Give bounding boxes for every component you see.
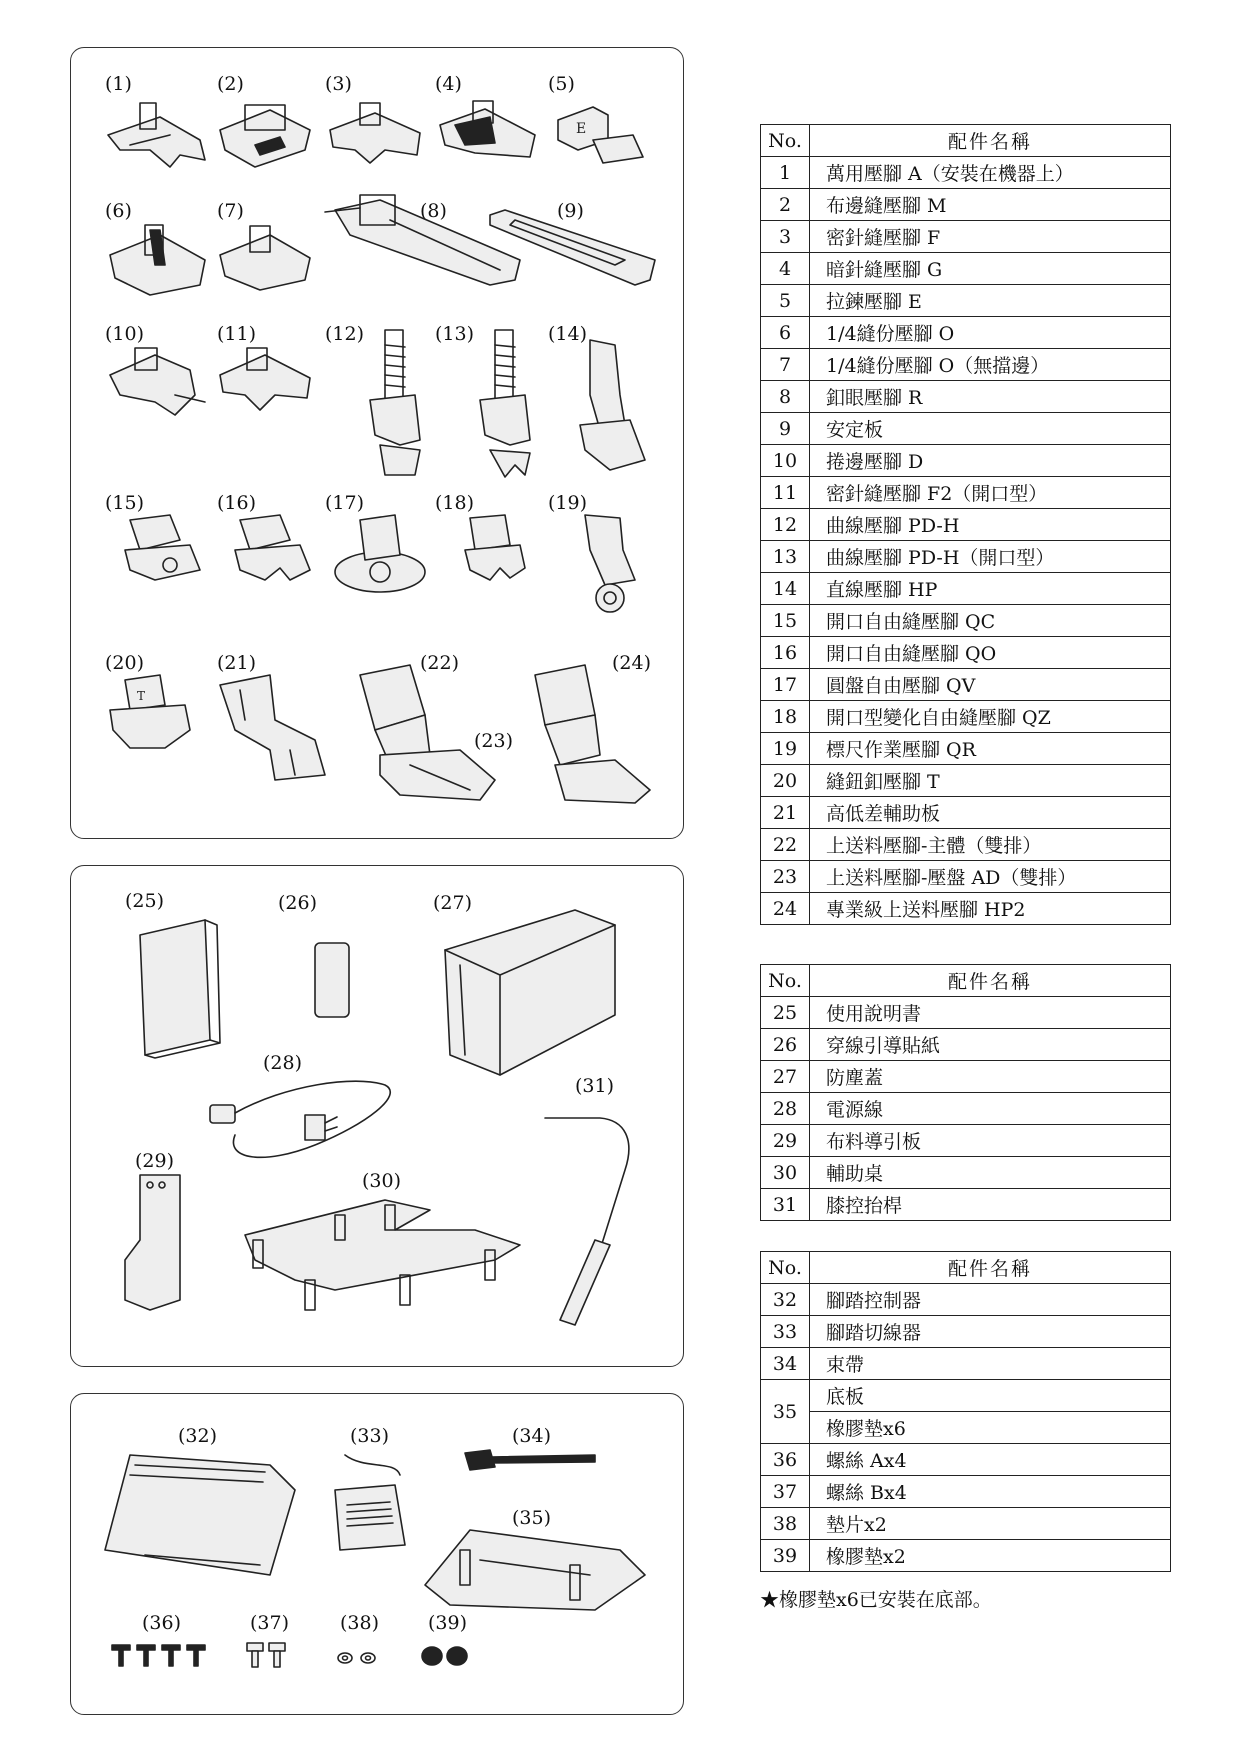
table-row: 20 縫鈕釦壓腳 T <box>761 765 1171 797</box>
label-15: (15) <box>105 492 145 514</box>
free-motion-foot-qo-drawing <box>225 510 315 585</box>
table-row: 39 橡膠墊x2 <box>761 1540 1171 1572</box>
table-row: 34 束帶 <box>761 1348 1171 1380</box>
table-row: 23 上送料壓腳-壓盤 AD（雙排） <box>761 861 1171 893</box>
label-39: (39) <box>428 1612 468 1634</box>
dual-feed-foot-drawing <box>350 655 500 805</box>
table-row: 35 底板 <box>761 1380 1171 1412</box>
label-37: (37) <box>250 1612 290 1634</box>
instruction-manual-drawing <box>135 915 225 1060</box>
presser-foot-o-drawing <box>105 220 210 300</box>
ruler-work-foot-qr-drawing <box>575 510 655 615</box>
table-row: 6 1/4縫份壓腳 O <box>761 317 1171 349</box>
table-row: 26 穿線引導貼紙 <box>761 1029 1171 1061</box>
table-row: 2 布邊縫壓腳 M <box>761 189 1171 221</box>
label-19: (19) <box>548 492 588 514</box>
label-5: (5) <box>548 73 575 95</box>
table-row: 33 腳踏切線器 <box>761 1316 1171 1348</box>
label-23: (23) <box>474 730 514 752</box>
table-row: 21 高低差輔助板 <box>761 797 1171 829</box>
table-row: 7 1/4縫份壓腳 O（無擋邊） <box>761 349 1171 381</box>
label-3: (3) <box>325 73 352 95</box>
label-6: (6) <box>105 200 132 222</box>
table-row: 16 開口自由縫壓腳 QO <box>761 637 1171 669</box>
table-row: 橡膠墊x6 <box>761 1412 1171 1444</box>
table-row: 3 密針縫壓腳 F <box>761 221 1171 253</box>
rubber-pads-drawing <box>420 1643 470 1668</box>
table3-header-no: No. <box>761 1252 810 1284</box>
table-row: 5 拉鍊壓腳 E <box>761 285 1171 317</box>
label-31: (31) <box>575 1075 615 1097</box>
height-compensation-plate-drawing <box>215 670 330 785</box>
presser-foot-e-drawing <box>548 95 648 170</box>
label-18: (18) <box>435 492 475 514</box>
stabilizer-plate-drawing <box>485 205 665 290</box>
presser-foot-o-no-guide-drawing <box>215 220 315 295</box>
dust-cover-drawing <box>440 905 620 1090</box>
label-16: (16) <box>217 492 257 514</box>
table-row: 38 墊片x2 <box>761 1508 1171 1540</box>
table3-header-name: 配件名稱 <box>810 1252 1171 1284</box>
label-38: (38) <box>340 1612 380 1634</box>
label-29: (29) <box>135 1150 175 1172</box>
table-row: 37 螺絲 Bx4 <box>761 1476 1171 1508</box>
curve-foot-pd-h-drawing <box>360 325 440 485</box>
thread-cutter-pedal-drawing <box>325 1450 415 1565</box>
label-21: (21) <box>217 652 257 674</box>
label-34: (34) <box>512 1425 552 1447</box>
table-row: 10 捲邊壓腳 D <box>761 445 1171 477</box>
table-row: 19 標尺作業壓腳 QR <box>761 733 1171 765</box>
table-row: 4 暗針縫壓腳 G <box>761 253 1171 285</box>
label-7: (7) <box>217 200 244 222</box>
washers-drawing <box>335 1648 380 1668</box>
rubber-pad-note: ★橡膠墊x6已安裝在底部。 <box>760 1589 992 1611</box>
label-32: (32) <box>178 1425 218 1447</box>
table-row: 31 膝控抬桿 <box>761 1189 1171 1221</box>
label-4: (4) <box>435 73 462 95</box>
extension-table-drawing <box>235 1195 530 1325</box>
presser-foot-a-drawing <box>100 95 210 170</box>
table-row: 29 布料導引板 <box>761 1125 1171 1157</box>
label-11: (11) <box>217 323 257 345</box>
label-22: (22) <box>420 652 460 674</box>
straight-stitch-foot-hp-drawing <box>570 335 650 475</box>
button-sewing-foot-t-drawing <box>105 670 195 755</box>
free-motion-foot-qz-drawing <box>455 510 535 585</box>
foot-control-drawing <box>95 1450 300 1580</box>
threading-guide-sticker-drawing <box>312 940 352 1020</box>
disc-free-motion-foot-qv-drawing <box>330 510 430 595</box>
label-27: (27) <box>433 892 473 914</box>
table-row: 8 釦眼壓腳 R <box>761 381 1171 413</box>
svg-text:T: T <box>137 689 146 703</box>
table-row: 9 安定板 <box>761 413 1171 445</box>
label-33: (33) <box>350 1425 390 1447</box>
label-10: (10) <box>105 323 145 345</box>
label-36: (36) <box>142 1612 182 1634</box>
table-row: 1 萬用壓腳 A（安裝在機器上） <box>761 157 1171 189</box>
presser-foot-f-drawing <box>325 95 425 165</box>
table-row: 17 圓盤自由壓腳 QV <box>761 669 1171 701</box>
table1-header-name: 配件名稱 <box>810 125 1171 157</box>
table-row: 36 螺絲 Ax4 <box>761 1444 1171 1476</box>
presser-foot-g-drawing <box>435 95 540 165</box>
cable-tie-drawing <box>460 1445 600 1475</box>
label-13: (13) <box>435 323 475 345</box>
screws-b-drawing <box>245 1640 290 1670</box>
label-28: (28) <box>263 1052 303 1074</box>
label-26: (26) <box>278 892 318 914</box>
curve-foot-pd-h-open-drawing <box>470 325 550 485</box>
table2-header-no: No. <box>761 965 810 997</box>
table-row: 14 直線壓腳 HP <box>761 573 1171 605</box>
label-35: (35) <box>512 1507 552 1529</box>
svg-text:E: E <box>576 121 587 137</box>
base-plate-drawing <box>420 1525 650 1615</box>
label-2: (2) <box>217 73 244 95</box>
label-9: (9) <box>557 200 584 222</box>
table-row: 25 使用說明書 <box>761 997 1171 1029</box>
table-row: 13 曲線壓腳 PD-H（開口型） <box>761 541 1171 573</box>
professional-dual-feed-foot-hp2-drawing <box>525 655 655 805</box>
hemmer-foot-d-drawing <box>105 340 210 420</box>
foot-control-table <box>760 1251 1171 1572</box>
label-17: (17) <box>325 492 365 514</box>
table-row: 15 開口自由縫壓腳 QC <box>761 605 1171 637</box>
table-row: 30 輔助桌 <box>761 1157 1171 1189</box>
label-14: (14) <box>548 323 588 345</box>
table-row: 28 電源線 <box>761 1093 1171 1125</box>
table-row: 32 腳踏控制器 <box>761 1284 1171 1316</box>
table-row: 18 開口型變化自由縫壓腳 QZ <box>761 701 1171 733</box>
table1-header-no: No. <box>761 125 810 157</box>
screws-a-drawing <box>110 1640 210 1670</box>
table2-header-name: 配件名稱 <box>810 965 1171 997</box>
table-row: 11 密針縫壓腳 F2（開口型） <box>761 477 1171 509</box>
presser-foot-f2-drawing <box>215 340 315 415</box>
label-8: (8) <box>420 200 447 222</box>
table-row: 24 專業級上送料壓腳 HP2 <box>761 893 1171 925</box>
accessories-table <box>760 964 1171 1221</box>
label-1: (1) <box>105 73 132 95</box>
fabric-guide-plate-drawing <box>120 1170 190 1315</box>
presser-foot-m-drawing <box>215 95 315 170</box>
free-motion-foot-qc-drawing <box>115 510 205 585</box>
table-row: 22 上送料壓腳-主體（雙排） <box>761 829 1171 861</box>
knee-lifter-drawing <box>540 1100 650 1330</box>
label-25: (25) <box>125 890 165 912</box>
label-12: (12) <box>325 323 365 345</box>
label-24: (24) <box>612 652 652 674</box>
table-row: 27 防塵蓋 <box>761 1061 1171 1093</box>
label-20: (20) <box>105 652 145 674</box>
presser-feet-table <box>760 124 1171 925</box>
power-cord-drawing <box>205 1065 405 1165</box>
label-30: (30) <box>362 1170 402 1192</box>
table-row: 12 曲線壓腳 PD-H <box>761 509 1171 541</box>
